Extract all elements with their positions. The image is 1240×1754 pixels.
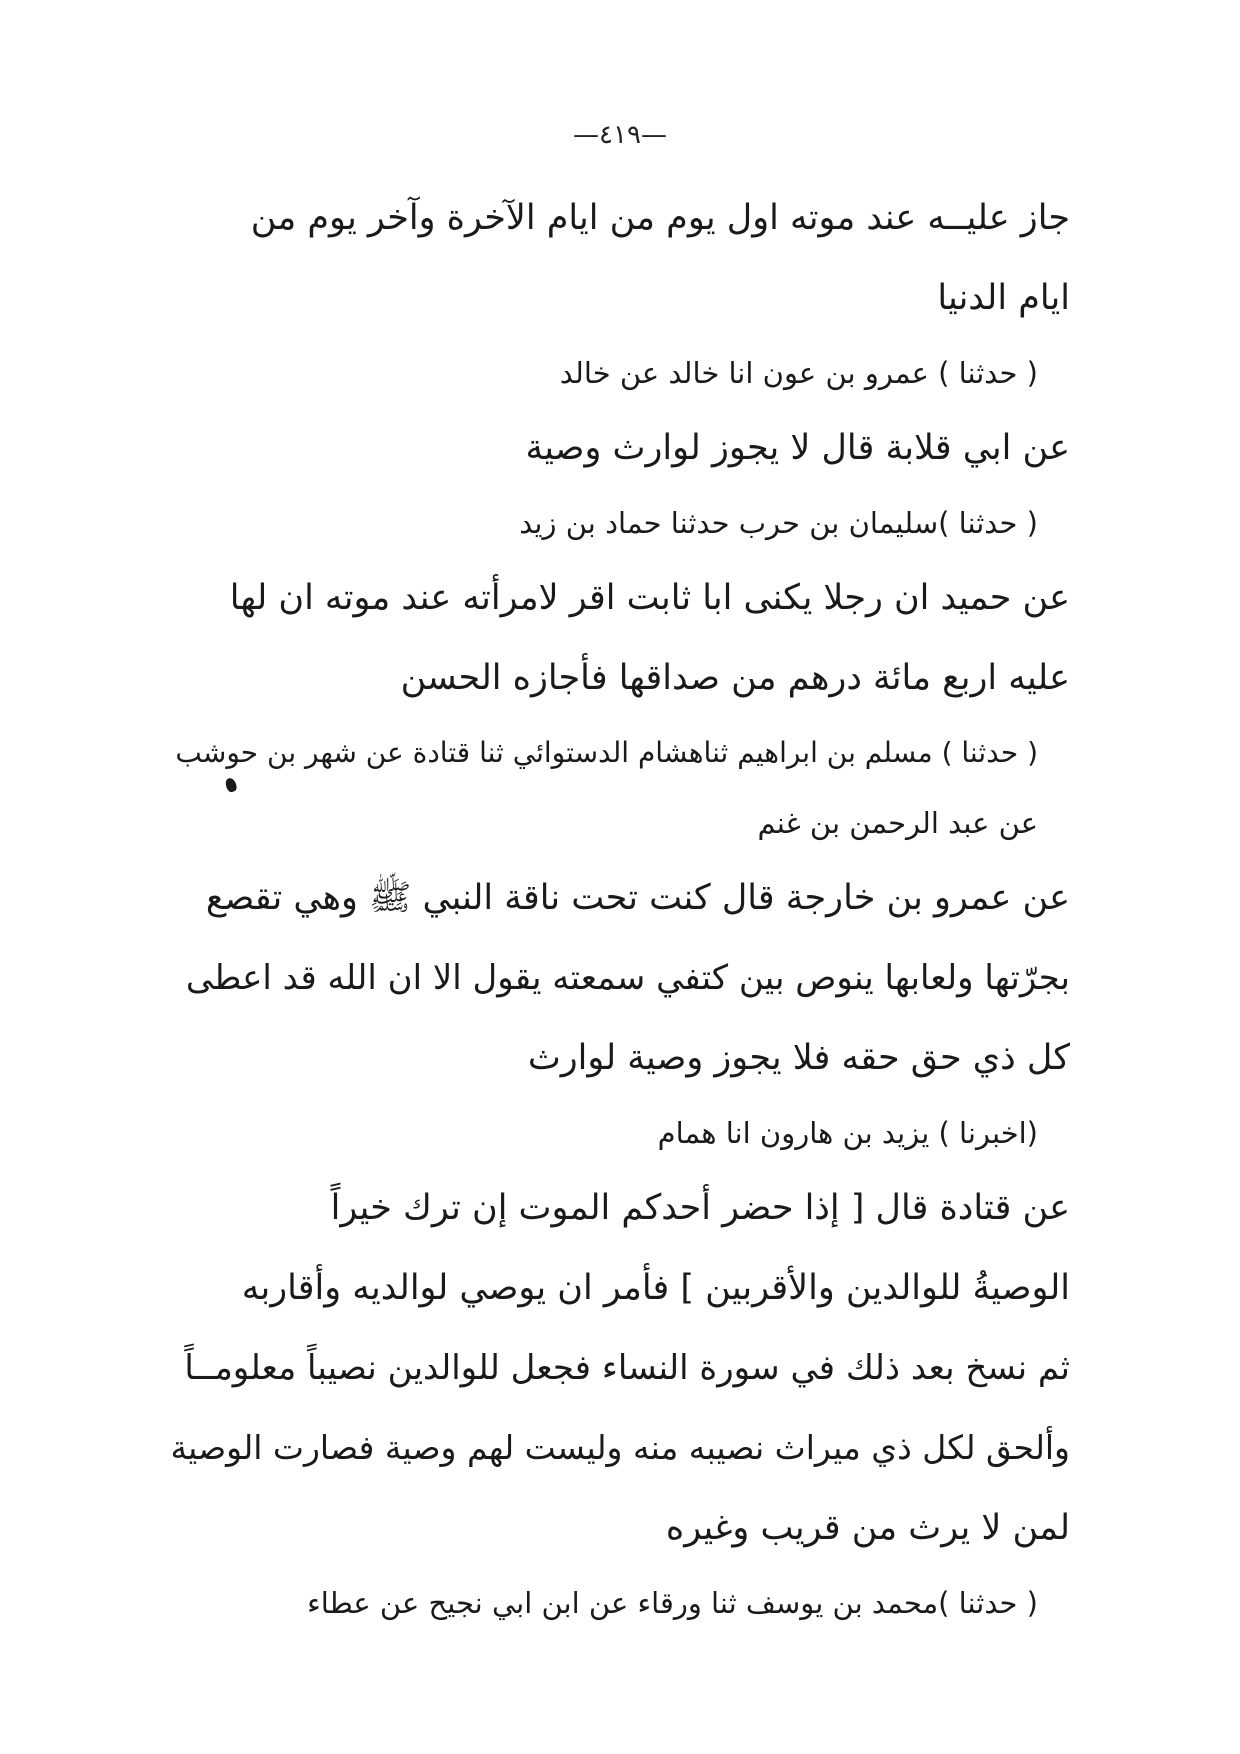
text-line: كل ذي حق حقه فلا يجوز وصية لوارث [527,1038,1070,1078]
text-line: الوصيةُ للوالدين والأقربين ] فأمر ان يوصي لوالديه وأقاربه [241,1268,1070,1308]
text-line: بجرّتها ولعابها ينوص بين كتفي سمعته يقول الا ان الله قد اعطى [185,958,1070,998]
text-line: ثم نسخ بعد ذلك في سورة النساء فجعل للوالدين نصيباً معلومــاً [184,1348,1070,1388]
page-number: —٤١٩— [573,120,667,150]
text-line: عن عمرو بن خارجة قال كنت تحت ناقة النبي ﷺ وهي تقصع [205,878,1070,918]
text-line: ايام الدنيا [937,278,1070,318]
text-line: عن ابي قلابة قال لا يجوز لوارث وصية [525,428,1070,468]
narrator-line: ( حدثنا )سليمان بن حرب حدثنا حماد بن زيد [519,506,1038,540]
narrator-line: ( حدثنا ) عمرو بن عون انا خالد عن خالد [559,356,1038,390]
narrator-line: ( حدثنا )محمد بن يوسف ثنا ورقاء عن ابن ابي نجيح عن عطاء [307,1586,1038,1620]
text-line: عن قتادة قال [ إذا حضر أحدكم الموت إن ترك خيراً [330,1188,1070,1228]
narrator-line: عن عبد الرحمن بن غنم [757,806,1038,840]
text-line: وألحق لكل ذي ميراث نصيبه منه وليست لهم وصية فصارت الوصية [170,1428,1070,1467]
text-line: جاز عليــه عند موته اول يوم من ايام الآخرة وآخر يوم من [250,198,1070,238]
text-line: عن حميد ان رجلا يكنى ابا ثابت اقر لامرأته عند موته ان لها [229,578,1070,618]
text-line: عليه اربع مائة درهم من صداقها فأجازه الحسن [400,658,1070,698]
narrator-line: ( حدثنا ) مسلم بن ابراهيم ثناهشام الدستوائي ثنا قتادة عن شهر بن حوشب [175,736,1038,769]
narrator-line: (اخبرنا ) يزيد بن هارون انا همام [657,1116,1038,1150]
text-line: لمن لا يرث من قريب وغيره [665,1508,1070,1548]
text-body [170,178,1070,1638]
